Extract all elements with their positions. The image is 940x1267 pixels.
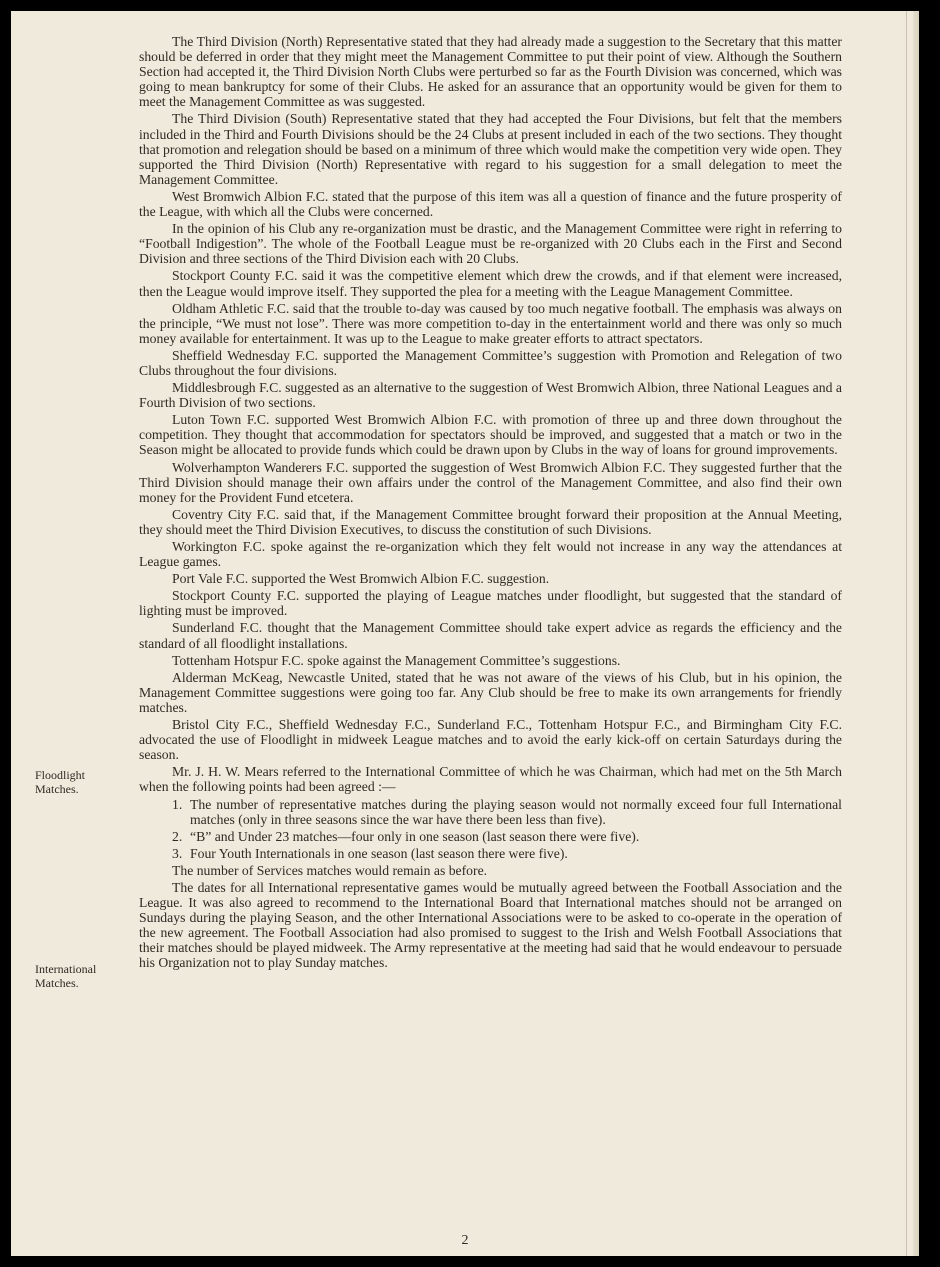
paragraph: Mr. J. H. W. Mears referred to the International Committee of which he was Chairman, which had met on the 5th March when the following points had been agreed :— [139,764,842,795]
list-item-number: 3. [172,845,183,861]
paragraph: Port Vale F.C. supported the West Bromwich Albion F.C. suggestion. [172,571,550,587]
list-item-text: Four Youth Internationals in one season (last season there were five). [190,845,568,861]
paragraph: Wolverhampton Wanderers F.C. supported the suggestion of West Bromwich Albion F.C. They suggested further that the Third Division should manage their own affairs under the control of the Management Committee, and also find their own money for the Provident Fund etcetera. [139,459,842,505]
paragraph: Stockport County F.C. supported the playing of League matches under floodlight, but suggested that the standard of lighting must be improved. [139,588,842,619]
page-number: 2 [461,1233,469,1248]
list-item [139,846,842,861]
paragraph: Sunderland F.C. thought that the Management Committee should take expert advice as regards the efficiency and the standard of all floodlight installations. [139,620,842,651]
margin-note-international [35,963,121,990]
list-item-text: “B” and Under 23 matches—four only in one season (last season there were five). [190,828,640,844]
paragraph: Luton Town F.C. supported West Bromwich Albion F.C. with promotion of three up and three down throughout the competition. They thought that accommodation for spectators should be improved, and suggested that a match or two in the Season might be allocated to provide funds which could be drawn upon by Clubs in the way of loans for ground improvements. [139,412,842,458]
paragraph: Middlesbrough F.C. suggested as an alternative to the suggestion of West Bromwich Albion, three National Leagues and a Fourth Division of two sections. [139,380,842,411]
document-page [11,11,919,1256]
paragraph: The number of Services matches would remain as before. [172,862,488,878]
page-gutter [913,11,919,1256]
paragraph: The Third Division (South) Representative stated that they had accepted the Four Divisions, but felt that the members included in the Third and Fourth Divisions should be the 24 Clubs at present included in each of the two sections. They thought that promotion and relegation should be based on a minimum of three which would make the competition very wide open. They supported the Third Division (North) Representative with regard to his suggestion for a small delegation to meet the Management Committee. [139,111,842,187]
paragraph: Tottenham Hotspur F.C. spoke against the Management Committee’s suggestions. [172,652,621,668]
margin-note-line: Floodlight [35,768,86,782]
paragraph: Bristol City F.C., Sheffield Wednesday F.C., Sunderland F.C., Tottenham Hotspur F.C., and Birmingham City F.C. advocated the use of Floodlight in midweek League matches and to avoid the early kick-off on certain Saturdays during the season. [139,717,842,763]
margin-note-line: International [35,962,97,976]
margin-note-line: Matches. [35,975,79,990]
paragraph: Workington F.C. spoke against the re-organization which they felt would not increase in any way the attendances at League games. [139,539,842,570]
margin-note-floodlight [35,769,121,796]
paragraph: Sheffield Wednesday F.C. supported the Management Committee’s suggestion with Promotion and Relegation of two Clubs throughout the four divisions. [139,347,842,378]
binding-line [906,11,907,1256]
paragraph: In the opinion of his Club any re-organization must be drastic, and the Management Committee were right in referring to “Football Indigestion”. The whole of the Football League must be re-organized with 20 Clubs each in the First and Second Division and three sections of the Third Division each with 20 Clubs. [139,221,842,267]
paragraph: West Bromwich Albion F.C. stated that the purpose of this item was all a question of finance and the future prosperity of the League, with which all the Clubs were concerned. [139,188,842,220]
paragraph: Alderman McKeag, Newcastle United, stated that he was not aware of the views of his Club, but in his opinion, the Management Committee suggestions were going too far. Any Club should be free to make its own arrangements for friendly matches. [139,669,842,715]
paragraph: The dates for all International representative games would be mutually agreed between the Football Association and the League. It was also agreed to recommend to the International Board that International matches should not be arranged on Sundays during the playing Season, and the other International Associations were to be asked to co-operate in the operation of the new agreement. The Football Association had also promised to suggest to the Irish and Welsh Football Associations that their matches should be played midweek. The Army representative at the meeting had said that he would endeavour to persuade his Organization not to play Sunday matches. [139,879,842,971]
body-text [139,34,842,973]
paragraph: The Third Division (North) Representative stated that they had already made a suggestion to the Secretary that this matter should be deferred in order that they might meet the Management Committee to put their point of view. Although the Southern Section had accepted it, the Third Division North Clubs were perturbed so far as the Fourth Division was concerned, which was going to mean bankruptcy for some of their Clubs. He asked for an assurance that an opportunity would be given for them to meet the Management Committee as was suggested. [139,34,842,110]
paragraph: Oldham Athletic F.C. said that the trouble to-day was caused by too much negative football. The emphasis was always on the principle, “We must not lose”. There was more competition to-day in the entertainment world and there was only so much money available for entertainment. It was up to the League to make greater efforts to attract spectators. [139,300,842,346]
list-item [139,797,842,827]
list-item [139,829,842,844]
list-item-number: 1. [172,796,183,812]
paragraph: Coventry City F.C. said that, if the Management Committee brought forward their proposition at the Annual Meeting, they should meet the Third Division Executives, to discuss the constitution of such Divisions. [139,506,842,537]
paragraph: Stockport County F.C. said it was the competitive element which drew the crowds, and if that element were increased, then the League would improve itself. They supported the plea for a meeting with the League Management Committee. [139,268,842,299]
list-item-number: 2. [172,828,183,844]
list-item-text: The number of representative matches during the playing season would not normally exceed four full International matches (only in three seasons since the war have there been less than five). [190,796,842,827]
margin-note-line: Matches. [35,781,79,796]
